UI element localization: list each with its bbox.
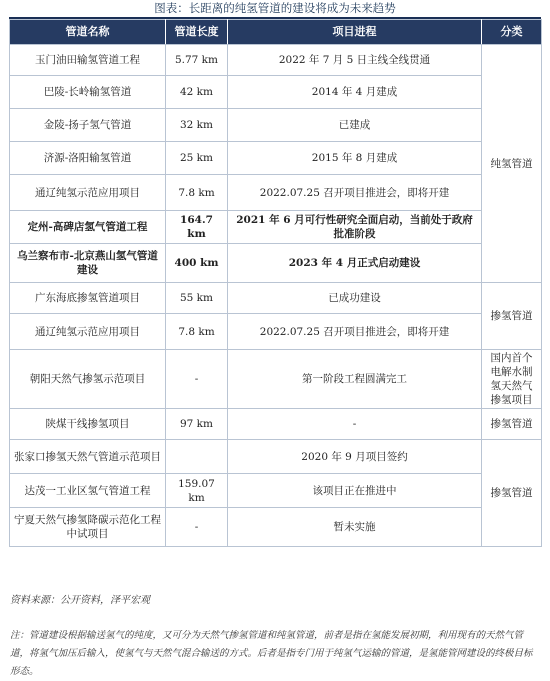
cell-project-progress: 2015 年 8 月建成 bbox=[228, 142, 482, 175]
header-length: 管道长度 bbox=[166, 20, 228, 45]
cell-project-progress: 已建成 bbox=[228, 109, 482, 142]
cell-pipeline-length: 7.8 km bbox=[166, 314, 228, 350]
cell-project-progress: 2020 年 9 月项目签约 bbox=[228, 440, 482, 474]
cell-project-progress: 2022.07.25 召开项目推进会，即将开建 bbox=[228, 314, 482, 350]
source-note: 资料来源：公开资料，泽平宏观 bbox=[10, 595, 150, 606]
cell-pipeline-length: 5.77 km bbox=[166, 45, 228, 76]
cell-pipeline-length: 7.8 km bbox=[166, 175, 228, 211]
cell-pipeline-name: 广东海底掺氢管道项目 bbox=[10, 283, 166, 314]
table-row bbox=[10, 45, 542, 76]
cell-project-progress: 第一阶段工程圆满完工 bbox=[228, 350, 482, 409]
table-row bbox=[10, 440, 542, 474]
cell-project-progress: 2023 年 4 月正式启动建设 bbox=[228, 244, 482, 283]
header-category: 分类 bbox=[482, 20, 542, 45]
table-row bbox=[10, 350, 542, 409]
header-name: 管道名称 bbox=[10, 20, 166, 45]
cell-pipeline-name: 通辽纯氢示范应用项目 bbox=[10, 314, 166, 350]
table-row bbox=[10, 244, 542, 283]
cell-project-progress: 2021 年 6 月可行性研究全面启动，当前处于政府批准阶段 bbox=[228, 211, 482, 244]
cell-project-progress: - bbox=[228, 409, 482, 440]
cell-pipeline-name: 通辽纯氢示范应用项目 bbox=[10, 175, 166, 211]
cell-category: 掺氢管道 bbox=[482, 440, 542, 547]
cell-project-progress: 已成功建设 bbox=[228, 283, 482, 314]
cell-pipeline-name: 乌兰察布市-北京燕山氢气管道建设 bbox=[10, 244, 166, 283]
table-row bbox=[10, 314, 542, 350]
cell-pipeline-length: 159.07 km bbox=[166, 474, 228, 508]
table-row bbox=[10, 109, 542, 142]
cell-project-progress: 暂未实施 bbox=[228, 508, 482, 547]
header-row bbox=[10, 20, 542, 45]
cell-pipeline-name: 玉门油田输氢管道工程 bbox=[10, 45, 166, 76]
cell-pipeline-name: 巴陵-长岭输氢管道 bbox=[10, 76, 166, 109]
cell-pipeline-name: 张家口掺氢天然气管道示范项目 bbox=[10, 440, 166, 474]
cell-pipeline-name: 达茂一工业区氢气管道工程 bbox=[10, 474, 166, 508]
cell-project-progress: 2022.07.25 召开项目推进会，即将开建 bbox=[228, 175, 482, 211]
cell-pipeline-length: 164.7 km bbox=[166, 211, 228, 244]
table-row bbox=[10, 76, 542, 109]
table-row bbox=[10, 508, 542, 547]
cell-category: 纯氢管道 bbox=[482, 45, 542, 283]
table-row bbox=[10, 211, 542, 244]
figure-caption: 图表：长距离的纯氢管道的建设将成为未来趋势 bbox=[154, 1, 396, 15]
cell-pipeline-name: 朝阳天然气掺氢示范项目 bbox=[10, 350, 166, 409]
cell-pipeline-name: 宁夏天然气掺氢降碳示范化工程中试项目 bbox=[10, 508, 166, 547]
cell-pipeline-name: 陕煤干线掺氢项目 bbox=[10, 409, 166, 440]
pipeline-table bbox=[9, 19, 542, 547]
cell-pipeline-length bbox=[166, 440, 228, 474]
cell-category: 掺氢管道 bbox=[482, 409, 542, 440]
cell-pipeline-length: 400 km bbox=[166, 244, 228, 283]
cell-pipeline-name: 定州-高碑店氢气管道工程 bbox=[10, 211, 166, 244]
cell-category: 国内首个电解水制氢天然气掺氢项目 bbox=[482, 350, 542, 409]
cell-pipeline-length: 32 km bbox=[166, 109, 228, 142]
header-progress: 项目进程 bbox=[228, 20, 482, 45]
cell-pipeline-name: 济源-洛阳输氢管道 bbox=[10, 142, 166, 175]
cell-pipeline-length: 55 km bbox=[166, 283, 228, 314]
table-row bbox=[10, 409, 542, 440]
cell-project-progress: 2022 年 7 月 5 日主线全线贯通 bbox=[228, 45, 482, 76]
cell-pipeline-length: 42 km bbox=[166, 76, 228, 109]
cell-category: 掺氢管道 bbox=[482, 283, 542, 350]
footnote: 注：管道建设根据输送氢气的纯度，又可分为天然气掺氢管道和纯氢管道，前者是指在氢能发展初期，利用现有的天然气管道，将氢气加压后输入，使氢气与天然气混合输送的方式。后者是指专门用于纯氢气运输的管道，是氢能管网建设的终极目标形态。 bbox=[10, 630, 533, 677]
cell-pipeline-length: 97 km bbox=[166, 409, 228, 440]
cell-pipeline-length: 25 km bbox=[166, 142, 228, 175]
cell-pipeline-name: 金陵-扬子氢气管道 bbox=[10, 109, 166, 142]
cell-pipeline-length: - bbox=[166, 508, 228, 547]
table-row bbox=[10, 474, 542, 508]
cell-pipeline-length: - bbox=[166, 350, 228, 409]
table-row bbox=[10, 283, 542, 314]
table-row bbox=[10, 142, 542, 175]
cell-project-progress: 2014 年 4 月建成 bbox=[228, 76, 482, 109]
table-row bbox=[10, 175, 542, 211]
cell-project-progress: 该项目正在推进中 bbox=[228, 474, 482, 508]
